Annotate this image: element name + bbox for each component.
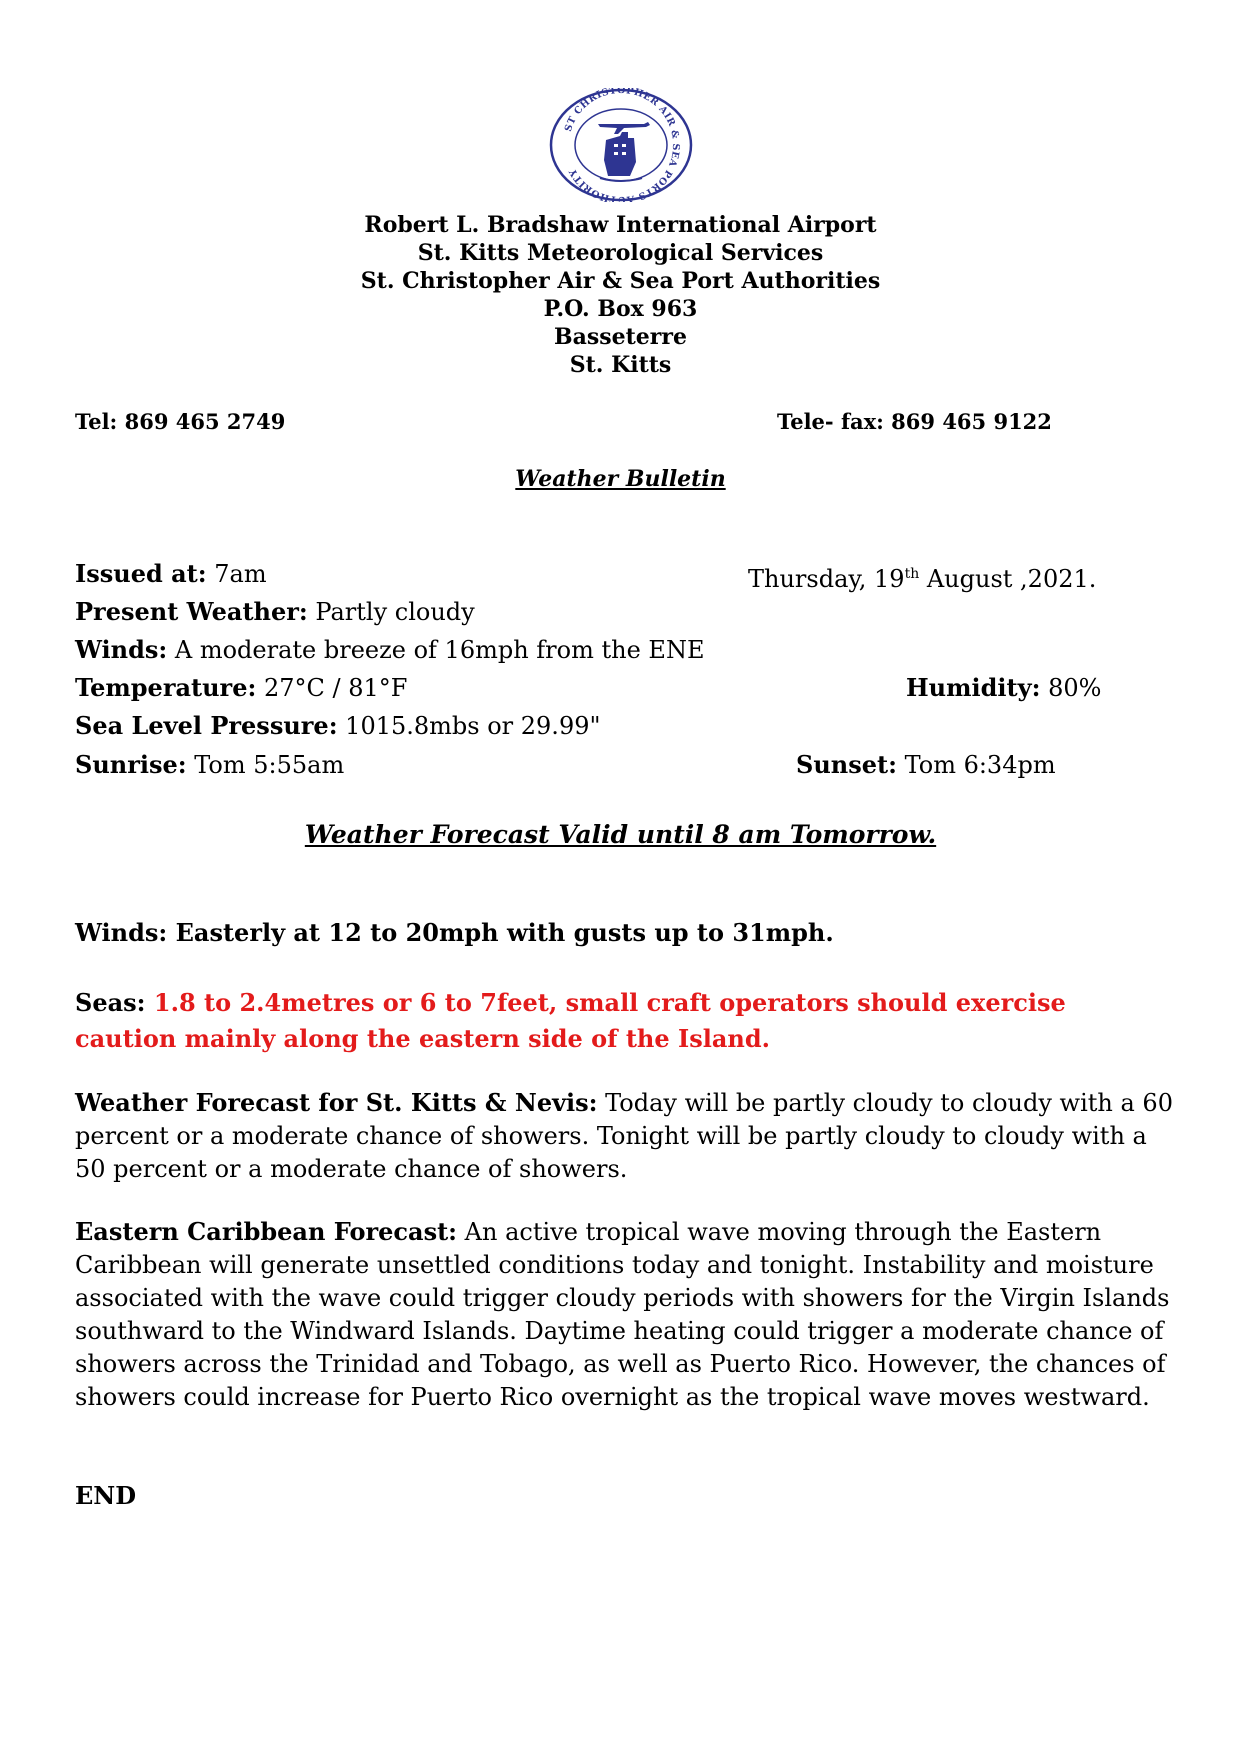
- issued-value: 7am: [206, 560, 267, 588]
- forecast-winds: Winds: Easterly at 12 to 20mph with gusts up to 31mph.: [75, 918, 834, 947]
- sunrise-label: Sunrise:: [75, 750, 187, 779]
- local-forecast-text: Today will be partly cloudy to cloudy with a 60 percent or a moderate chance of showers. Tonight will be partly cloudy to cloudy with a 50 percent or a moderate chance of showers.: [75, 1089, 1173, 1183]
- ec-forecast-label: Eastern Caribbean Forecast:: [75, 1217, 458, 1246]
- met-service-name: St. Kitts Meteorological Services: [417, 240, 824, 266]
- sea-level-pressure: [75, 710, 601, 742]
- sunset-label: Sunset:: [796, 750, 897, 779]
- local-forecast: [75, 1086, 1175, 1186]
- sunset-value: Tom 6:34pm: [896, 751, 1056, 779]
- pressure-value: 1015.8mbs or 29.99": [337, 712, 601, 740]
- sunrise: [75, 749, 344, 781]
- sunrise-value: Tom 5:55am: [186, 751, 345, 779]
- forecast-seas: [75, 985, 1175, 1057]
- telephone: Tel: 869 465 2749: [75, 409, 286, 434]
- telefax: Tele- fax: 869 465 9122: [777, 409, 1052, 434]
- island: St. Kitts: [569, 352, 672, 378]
- winds-label: Winds:: [75, 635, 168, 664]
- temperature: [75, 672, 407, 704]
- forecast-title: Weather Forecast Valid until 8 am Tomorrow.: [304, 820, 937, 849]
- seas-label: Seas: [75, 988, 137, 1017]
- date-ordinal: th: [904, 566, 920, 582]
- header-block: [0, 211, 1241, 379]
- city: Basseterre: [554, 324, 687, 350]
- pressure-label: Sea Level Pressure:: [75, 711, 338, 740]
- issued-at: [75, 558, 267, 590]
- eastern-caribbean-forecast: [75, 1215, 1175, 1414]
- authority-seal-icon: [548, 88, 694, 202]
- sunset: [796, 749, 1056, 781]
- bulletin-title: Weather Bulletin: [515, 466, 726, 492]
- temperature-label: Temperature:: [75, 673, 257, 702]
- winds-value: A moderate breeze of 16mph from the ENE: [167, 636, 705, 664]
- humidity-label: Humidity:: [906, 673, 1041, 702]
- airport-name: Robert L. Bradshaw International Airport: [364, 212, 877, 238]
- end-marker: END: [75, 1481, 137, 1510]
- issued-label: Issued at:: [75, 559, 207, 588]
- seas-colon: :: [136, 988, 154, 1017]
- seas-warning: 1.8 to 2.4metres or 6 to 7feet, small craft operators should exercise caution mainly along the eastern side of the Island.: [75, 988, 1066, 1053]
- present-label: Present Weather:: [75, 597, 308, 626]
- humidity: [906, 672, 1101, 704]
- temperature-value: 27°C / 81°F: [256, 674, 408, 702]
- date-rest: August ,2021.: [919, 565, 1097, 593]
- present-value: Partly cloudy: [307, 598, 475, 626]
- issue-date: [748, 558, 1096, 595]
- po-box: P.O. Box 963: [543, 296, 698, 322]
- local-forecast-label: Weather Forecast for St. Kitts & Nevis:: [75, 1088, 598, 1117]
- authority-name: St. Christopher Air & Sea Port Authorities: [360, 268, 881, 294]
- ec-forecast-text: An active tropical wave moving through the Eastern Caribbean will generate unsettled conditions today and tonight. Instability and moisture associated with the wave could trigger cloudy periods with showers for the Virgin Islands southward to the Windward Islands. Daytime heating could trigger a moderate chance of showers across the Trinidad and Tobago, as well as Puerto Rico. However, the chances of showers could increase for Puerto Rico overnight as the tropical wave moves westward.: [75, 1218, 1170, 1411]
- present-weather: [75, 596, 475, 628]
- date-day: Thursday, 19: [748, 565, 905, 593]
- authority-logo: [548, 88, 694, 202]
- winds-observed: [75, 634, 704, 666]
- svg-text:ST CHRISTOPHER AIR & SEA PORTS: ST CHRISTOPHER AIR & SEA PORTS AUTHORITY: [562, 88, 682, 202]
- humidity-value: 80%: [1040, 674, 1102, 702]
